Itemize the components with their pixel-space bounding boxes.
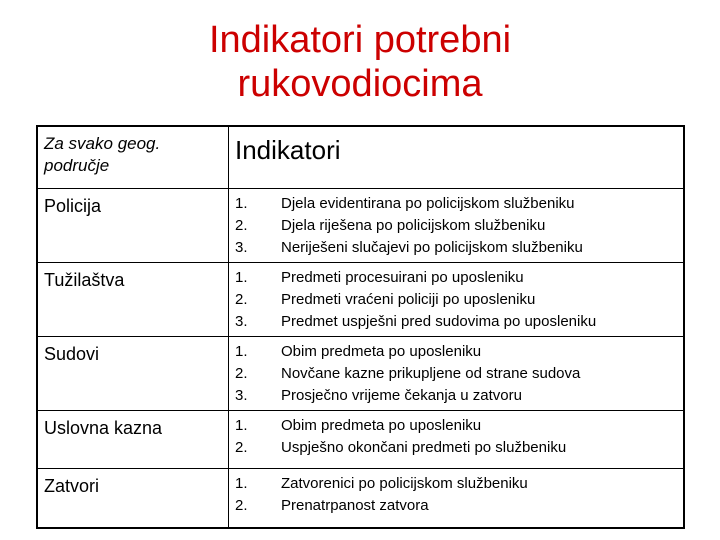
item-number: 3.: [235, 386, 248, 404]
item-number: 2.: [235, 438, 248, 456]
table-header-row: [37, 126, 684, 188]
area-label: Uslovna kazna: [44, 417, 163, 438]
item-number: 1.: [235, 342, 248, 360]
list-item: [235, 341, 679, 363]
area-cell: [37, 468, 229, 528]
area-cell: [37, 410, 229, 468]
item-number: 2.: [235, 216, 248, 234]
area-label: Zatvori: [44, 475, 100, 496]
item-text: Obim predmeta po uposleniku: [281, 416, 482, 434]
list-item: [235, 215, 679, 237]
item-number: 2.: [235, 364, 248, 382]
item-text: Prosječno vrijeme čekanja u zatvoru: [281, 386, 522, 404]
table-row: [37, 188, 684, 262]
list-item: [235, 311, 679, 333]
list-item: [235, 437, 679, 459]
title-line-1: Indikatori potrebni: [208, 19, 512, 61]
header-area-cell: [37, 126, 229, 188]
list-item: [235, 385, 679, 407]
list-item: [235, 415, 679, 437]
slide-title: [0, 18, 720, 106]
indicators-cell: [229, 468, 685, 528]
list-item: [235, 193, 679, 215]
area-label: Tužilaštva: [44, 269, 125, 290]
item-number: 3.: [235, 312, 248, 330]
indicators-table: [36, 125, 685, 529]
title-line-2: rukovodiocima: [237, 63, 483, 105]
item-text: Uspješno okončani predmeti po službeniku: [281, 438, 567, 456]
table-row: [37, 336, 684, 410]
item-number: 1.: [235, 474, 248, 492]
list-item: [235, 289, 679, 311]
item-text: Neriješeni slučajevi po policijskom službeniku: [281, 238, 583, 256]
indicators-cell: [229, 410, 685, 468]
area-cell: [37, 262, 229, 336]
list-item: [235, 495, 679, 517]
header-area-label: Za svako geog. područje: [44, 134, 161, 175]
item-text: Predmet uspješni pred sudovima po uposleniku: [281, 312, 597, 330]
item-text: Predmeti vraćeni policiji po uposleniku: [281, 290, 536, 308]
item-text: Djela evidentirana po policijskom službeniku: [281, 194, 575, 212]
table-row: [37, 262, 684, 336]
table-row: [37, 468, 684, 528]
item-number: 3.: [235, 238, 248, 256]
area-cell: [37, 336, 229, 410]
list-item: [235, 237, 679, 259]
list-item: [235, 363, 679, 385]
table-row: [37, 410, 684, 468]
item-number: 2.: [235, 496, 248, 514]
indicators-cell: [229, 262, 685, 336]
item-number: 1.: [235, 268, 248, 286]
indicators-cell: [229, 188, 685, 262]
area-label: Policija: [44, 195, 102, 216]
item-text: Predmeti procesuirani po uposleniku: [281, 268, 524, 286]
item-number: 2.: [235, 290, 248, 308]
item-number: 1.: [235, 194, 248, 212]
header-indicators-cell: [229, 126, 685, 188]
header-indicators-label: Indikatori: [235, 135, 341, 165]
indicators-cell: [229, 336, 685, 410]
list-item: [235, 473, 679, 495]
item-text: Novčane kazne prikupljene od strane sudova: [281, 364, 581, 382]
item-text: Zatvorenici po policijskom službeniku: [281, 474, 528, 492]
area-label: Sudovi: [44, 343, 100, 364]
item-number: 1.: [235, 416, 248, 434]
list-item: [235, 267, 679, 289]
area-cell: [37, 188, 229, 262]
item-text: Prenatrpanost zatvora: [281, 496, 429, 514]
item-text: Obim predmeta po uposleniku: [281, 342, 482, 360]
item-text: Djela riješena po policijskom službeniku: [281, 216, 546, 234]
